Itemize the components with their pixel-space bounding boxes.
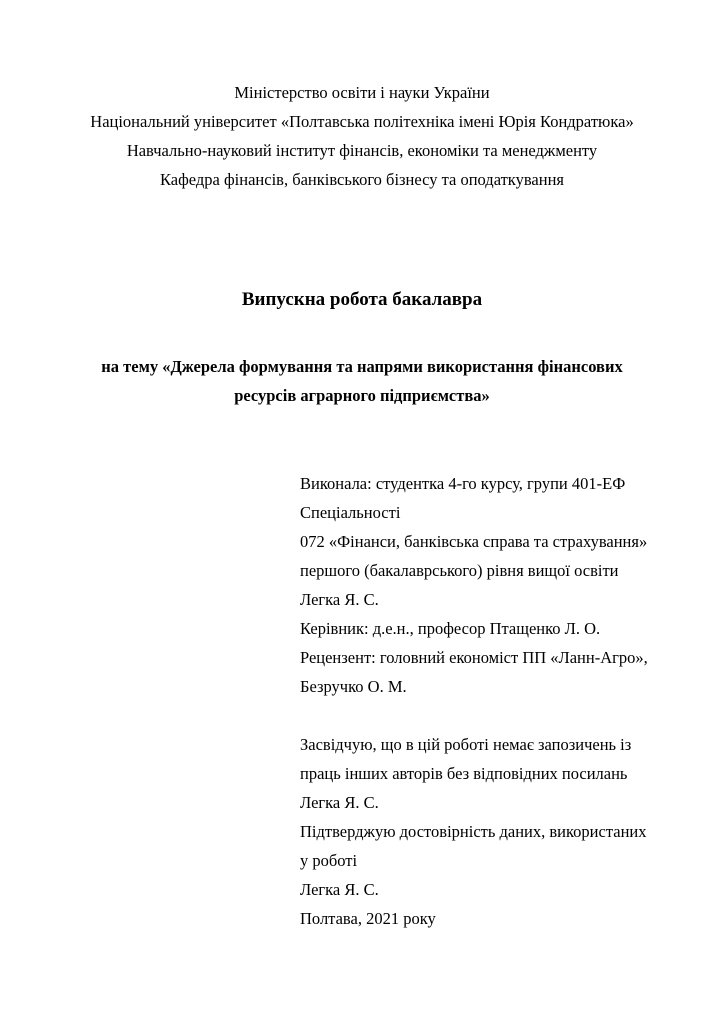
- department-line: Кафедра фінансів, банківського бізнесу та оподаткування: [159, 170, 564, 189]
- certification-line: у роботі: [300, 851, 358, 870]
- certification-line: праць інших авторів без відповідних посилань: [300, 764, 628, 783]
- certification-line: Підтверджую достовірність даних, використаних: [300, 822, 647, 841]
- thesis-theme: [0, 352, 724, 410]
- institution-header: [0, 78, 724, 194]
- university-line: Національний університет «Полтавська політехніка імені Юрія Кондратюка»: [90, 112, 634, 131]
- author-line: Легка Я. С.: [300, 590, 379, 609]
- author-block: [300, 469, 648, 701]
- author-line: Виконала: студентка 4-го курсу, групи 401-ЕФ: [300, 474, 626, 493]
- certification-block: [300, 730, 646, 933]
- reviewer-line: Рецензент: головний економіст ПП «Ланн-Агро»,: [300, 648, 648, 667]
- theme-line: на тему «Джерела формування та напрями використання фінансових: [101, 357, 623, 376]
- author-line: 072 «Фінанси, банківська справа та страхування»: [300, 532, 648, 551]
- reviewer-line: Безручко О. М.: [300, 677, 407, 696]
- author-line: Спеціальності: [300, 503, 401, 522]
- document-title: Випускна робота бакалавра: [241, 289, 483, 310]
- supervisor-line: Керівник: д.е.н., професор Птащенко Л. О.: [300, 619, 601, 638]
- certification-line: Легка Я. С.: [300, 793, 379, 812]
- place-date-line: Полтава, 2021 року: [300, 909, 436, 928]
- author-line: першого (бакалаврського) рівня вищої освіти: [300, 561, 619, 580]
- certification-line: Засвідчую, що в цій роботі немає запозичень із: [300, 735, 632, 754]
- theme-line: ресурсів аграрного підприємства»: [234, 386, 490, 405]
- certification-line: Легка Я. С.: [300, 880, 379, 899]
- institute-line: Навчально-науковий інститут фінансів, економіки та менеджменту: [126, 141, 598, 160]
- ministry-line: Міністерство освіти і науки України: [234, 83, 490, 102]
